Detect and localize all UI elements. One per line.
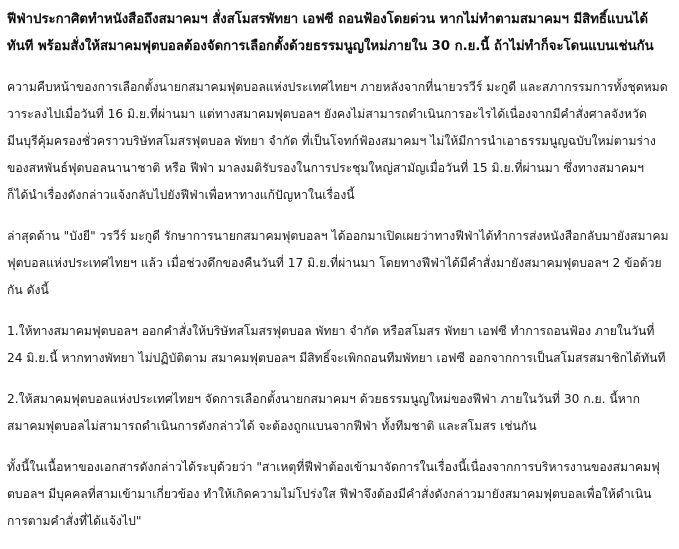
article-paragraph-reason: ทั้งนี้ในเนื้อหาของเอกสารดังกล่าวได้ระบุด้วยว่า "สาเหตุที่ฟีฟ่าต้องเข้ามาจัดการในเรื่องนี้เนื่องจากการบริหารงานของสมาคมฟุตบอลฯ มีบุคคลที่สามเข้ามาเกี่ยวข้อง ทำให้เกิดความไม่โปร่งใส ฟีฟ่าจึงต้องมีคำสั่งดังกล่าวมายังสมาคมฟุตบอลเพื่อให้ดำเนินการตามคำสั่งที่ได้แจ้งไป"	[7, 460, 660, 528]
article-paragraph-order-1: 1.ให้ทางสมาคมฟุตบอลฯ ออกคำสั่งให้บริษัทสโมสรฟุตบอล พัทยา จำกัด หรือสโมสร พัทยา เอฟซี ทำการถอนฟ้อง ภายในวันที่ 24 มิ.ย.นี้ หากทางพัทยา ไม่ปฏิบัติตาม สมาคมฟุตบอลฯ มีสิทธิ์จะเพิกถอนทีมพัทยา เอฟซี ออกจากการเป็นสโมสรสมาชิกได้ทันที	[7, 324, 666, 365]
article-paragraph-order-2: 2.ให้สมาคมฟุตบอลแห่งประเทศไทยฯ จัดการเลือกตั้งนายกสมาคมฯ ด้วยธรรมนูญใหม่ของฟีฟ่า ภายในวันที่ 30 ก.ย. นี้หากสมาคมฟุตบอลไม่สามารถดำเนินการดังกล่าวได้ จะต้องถูกแบนจากฟีฟ่า ทั้งทีมชาติ และสโมสร เช่นกัน	[7, 392, 641, 433]
article-paragraph-latest: ล่าสุดด้าน "บังยี" วรวีร์ มะกูดี รักษาการนายกสมาคมฟุตบอลฯ ได้ออกมาเปิดเผยว่าทางฟีฟ่าได้ทำการส่งหนังสือกลับมายังสมาคมฟุตบอลแห่งประเทศไทยฯ แล้ว เมื่อช่วงดึกของคืนวันที่ 17 มิ.ย.ที่ผ่านมา โดยทางฟีฟ่าได้มีคำสั่งมายังสมาคมฟุตบอลฯ 2 ข้อด้วยกัน ดังนี้	[7, 229, 669, 297]
article-paragraph-progress: ความคืบหน้าของการเลือกตั้งนายกสมาคมฟุตบอลแห่งประเทศไทยฯ ภายหลังจากที่นายวรวีร์ มะกูดี และสภากรรมการทั้งชุดหมดวาระลงไปเมื่อวันที่ 16 มิ.ย.ที่ผ่านมา แต่ทางสมาคมฟุตบอลฯ ยังคงไม่สามารถดำเนินการอะไรได้เนื่องจากมีคำสั่งศาลจังหวัดมีนบุรีคุ้มครองชั่วคราวบริษัทสโมสรฟุตบอล พัทยา จำกัด ที่เป็นโจทก์ฟ้องสมาคมฯ ไม่ให้มีการนำเอาธรรมนูญฉบับใหม่ตามร่างของสหพันธ์ฟุตบอลนานาชาติ หรือ ฟีฟ่า มาลงมติรับรองในการประชุมใหญ่สามัญเมื่อวันที่ 15 มิ.ย.ที่ผ่านมา ซึ่งทางสมาคมฯ ก็ได้นำเรื่องดังกล่าวแจ้งกลับไปยังฟีฟ่าเพื่อหาทางแก้ปัญหาในเรื่องนี้	[7, 80, 668, 202]
article-headline: ฟีฟ่าประกาศิตทำหนังสือถึงสมาคมฯ สั่งสโมสรพัทยา เอฟซี ถอนฟ้องโดยด่วน หากไม่ทำตามสมาคมฯ มีสิทธิ์แบนได้ทันที พร้อมสั่งให้สมาคมฟุตบอลต้องจัดการเลือกตั้งด้วยธรรมนูญใหม่ภายใน 30 ก.ย.นี้ ถ้าไม่ทำก็จะโดนแบนเช่นกัน	[7, 12, 654, 54]
